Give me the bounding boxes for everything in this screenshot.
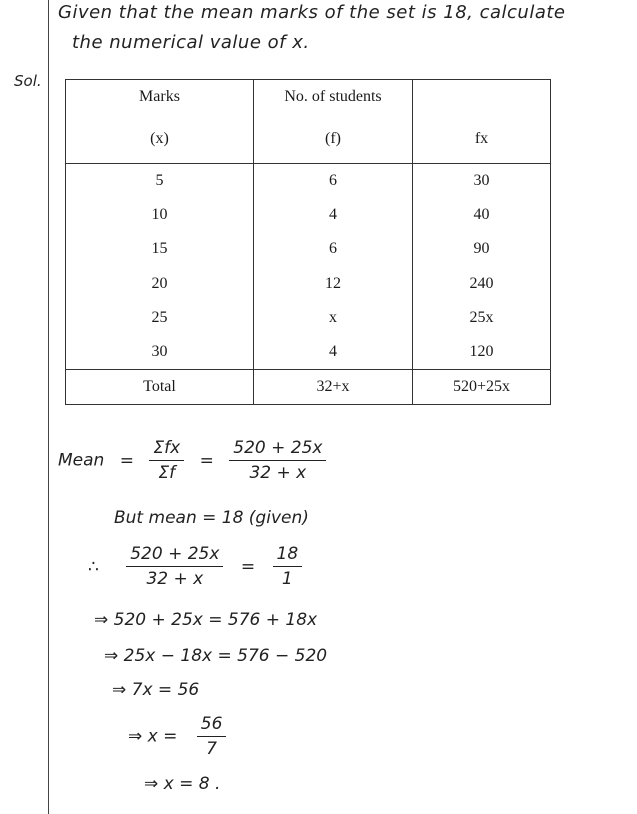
step-2: ⇒ 25x − 18x = 576 − 520	[104, 646, 328, 666]
step-5: ⇒ x = 8 .	[144, 774, 221, 794]
equals-sign: =	[199, 450, 214, 471]
cell-fx: 240	[413, 267, 551, 301]
cell-frequency: 4	[254, 335, 413, 370]
cell-fx: 120	[413, 335, 551, 370]
step-4-lhs: ⇒ x =	[128, 726, 178, 747]
therefore-symbol: ∴	[88, 556, 99, 577]
cell-frequency: 6	[254, 232, 413, 266]
table-row	[66, 232, 551, 266]
header-students-label: No. of students	[284, 88, 382, 105]
header-marks-label: Marks	[139, 88, 180, 105]
step-3: ⇒ 7x = 56	[112, 680, 200, 700]
fraction-numerator: 56	[197, 714, 227, 737]
cell-marks: 5	[66, 164, 254, 199]
fraction-numerator: 18	[273, 544, 303, 567]
fraction-denominator: 32 + x	[146, 569, 204, 589]
step-1: ⇒ 520 + 25x = 576 + 18x	[94, 610, 318, 630]
frequency-table	[65, 79, 551, 405]
step-4	[128, 714, 226, 759]
header-fx-label: fx	[474, 130, 489, 147]
fraction-numerator: 520 + 25x	[229, 438, 326, 461]
cell-fx: 90	[413, 232, 551, 266]
equals-sign: =	[119, 450, 134, 471]
value-fraction	[229, 438, 326, 483]
step-4-fraction	[197, 714, 227, 759]
given-mean-line: But mean = 18 (given)	[114, 508, 309, 528]
lhs-fraction	[126, 544, 223, 589]
cell-marks: 10	[66, 198, 254, 232]
cell-frequency: x	[254, 301, 413, 335]
cell-frequency: 4	[254, 198, 413, 232]
sum-fx: Σfx	[149, 438, 184, 461]
table-header-row	[66, 80, 551, 164]
rhs-fraction	[273, 544, 303, 589]
fraction-denominator: 7	[206, 739, 217, 759]
question-line-2: the numerical value of x.	[72, 32, 310, 53]
cell-fx: 30	[413, 164, 551, 199]
mean-label: Mean	[58, 450, 105, 471]
equals-sign: =	[240, 556, 256, 577]
cell-fx: 40	[413, 198, 551, 232]
table-row	[66, 301, 551, 335]
table-row	[66, 267, 551, 301]
solution-label: Sol.	[14, 72, 42, 90]
mean-formula	[58, 438, 326, 483]
header-students	[254, 80, 413, 164]
cell-marks: 20	[66, 267, 254, 301]
total-fx: 520+25x	[413, 369, 551, 404]
table-row	[66, 198, 551, 232]
table-row	[66, 164, 551, 199]
header-fx	[413, 80, 551, 164]
question-line-1: Given that the mean marks of the set is 18, calculate	[58, 2, 566, 23]
header-students-symbol: (f)	[325, 130, 341, 147]
margin-line	[48, 0, 49, 814]
cell-marks: 15	[66, 232, 254, 266]
sum-fraction	[149, 438, 184, 483]
fraction-denominator: 1	[281, 569, 293, 589]
table-total-row	[66, 369, 551, 404]
cell-fx: 25x	[413, 301, 551, 335]
table-row	[66, 335, 551, 370]
fraction-denominator: 32 + x	[249, 463, 307, 483]
cell-frequency: 6	[254, 164, 413, 199]
sum-f: Σf	[158, 463, 176, 483]
header-marks	[66, 80, 254, 164]
fraction-numerator: 520 + 25x	[126, 544, 223, 567]
cell-marks: 30	[66, 335, 254, 370]
total-frequency: 32+x	[254, 369, 413, 404]
cell-marks: 25	[66, 301, 254, 335]
therefore-equation	[88, 544, 302, 589]
header-marks-symbol: (x)	[150, 130, 169, 147]
cell-frequency: 12	[254, 267, 413, 301]
total-label: Total	[66, 369, 254, 404]
